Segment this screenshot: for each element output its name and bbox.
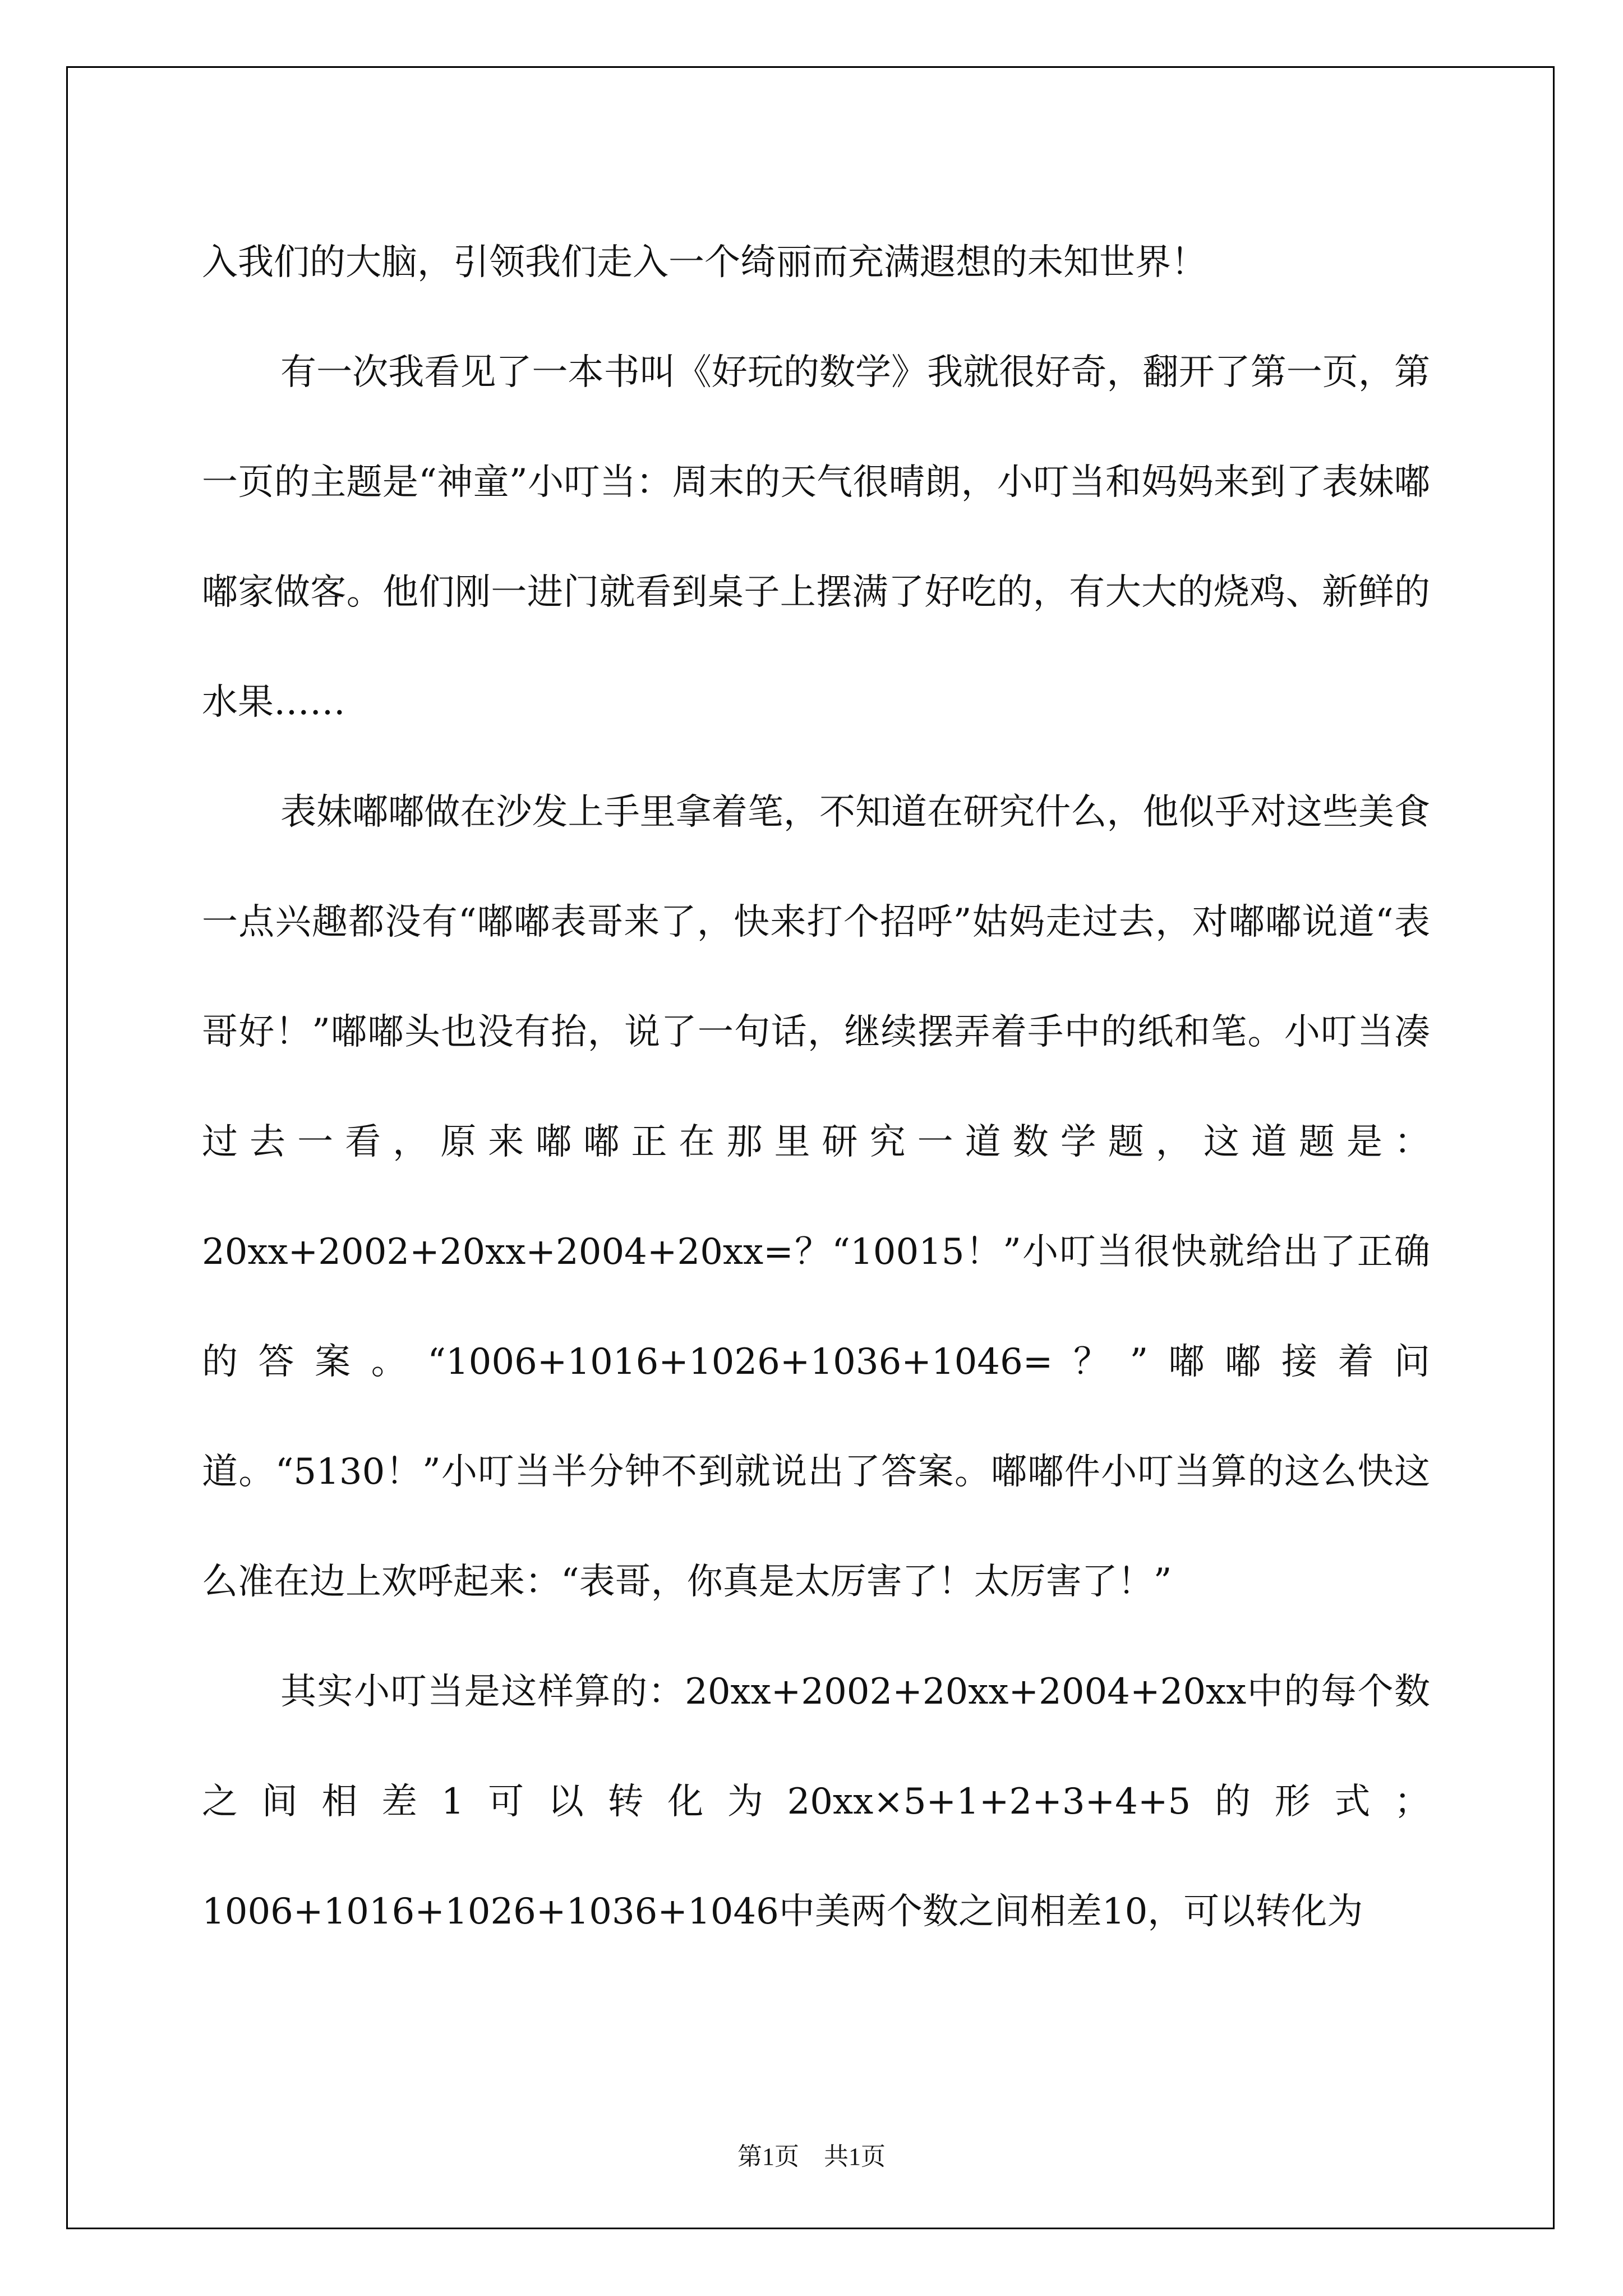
paragraph-3: 表妹嘟嘟做在沙发上手里拿着笔，不知道在研究什么，他似乎对这些美食一点兴趣都没有“嘟嘟表哥来了，快来打个招呼”姑妈走过去，对嘟嘟说道“表哥好！”嘟嘟头也没有抬，说了一句话，继续摆弄着手中的纸和笔。小叮当凑过去一看，原来嘟嘟正在那里研究一道数学题，这道题是：20xx+2002+20xx+2004+20xx=？“10015！”小叮当很快就给出了正确的答案。“1006+1016+1026+1036+1046=？”嘟嘟接着问道。“5130！”小叮当半分钟不到就说出了答案。嘟嘟件小叮当算的这么快这么准在边上欢呼起来：“表哥，你真是太厉害了！太厉害了！” — [202, 792, 1430, 1603]
paragraph-2: 有一次我看见了一本书叫《好玩的数学》我就很好奇，翻开了第一页，第一页的主题是“神童”小叮当：周末的天气很晴朗，小叮当和妈妈来到了表妹嘟嘟家做客。他们刚一进门就看到桌子上摆满了好吃的，有大大的烧鸡、新鲜的水果…… — [202, 352, 1430, 723]
paragraph-1: 入我们的大脑，引领我们走入一个绮丽而充满遐想的未知世界！ — [202, 242, 1207, 283]
document-body — [202, 208, 1430, 1967]
paragraph-4: 其实小叮当是这样算的：20xx+2002+20xx+2004+20xx中的每个数之间相差1可以转化为20xx×5+1+2+3+4+5的形式；1006+1016+1026+1036+1046中美两个数之间相差10，可以转化为 — [202, 1671, 1430, 1932]
page-footer: 第1页 共1页 — [737, 2143, 886, 2170]
